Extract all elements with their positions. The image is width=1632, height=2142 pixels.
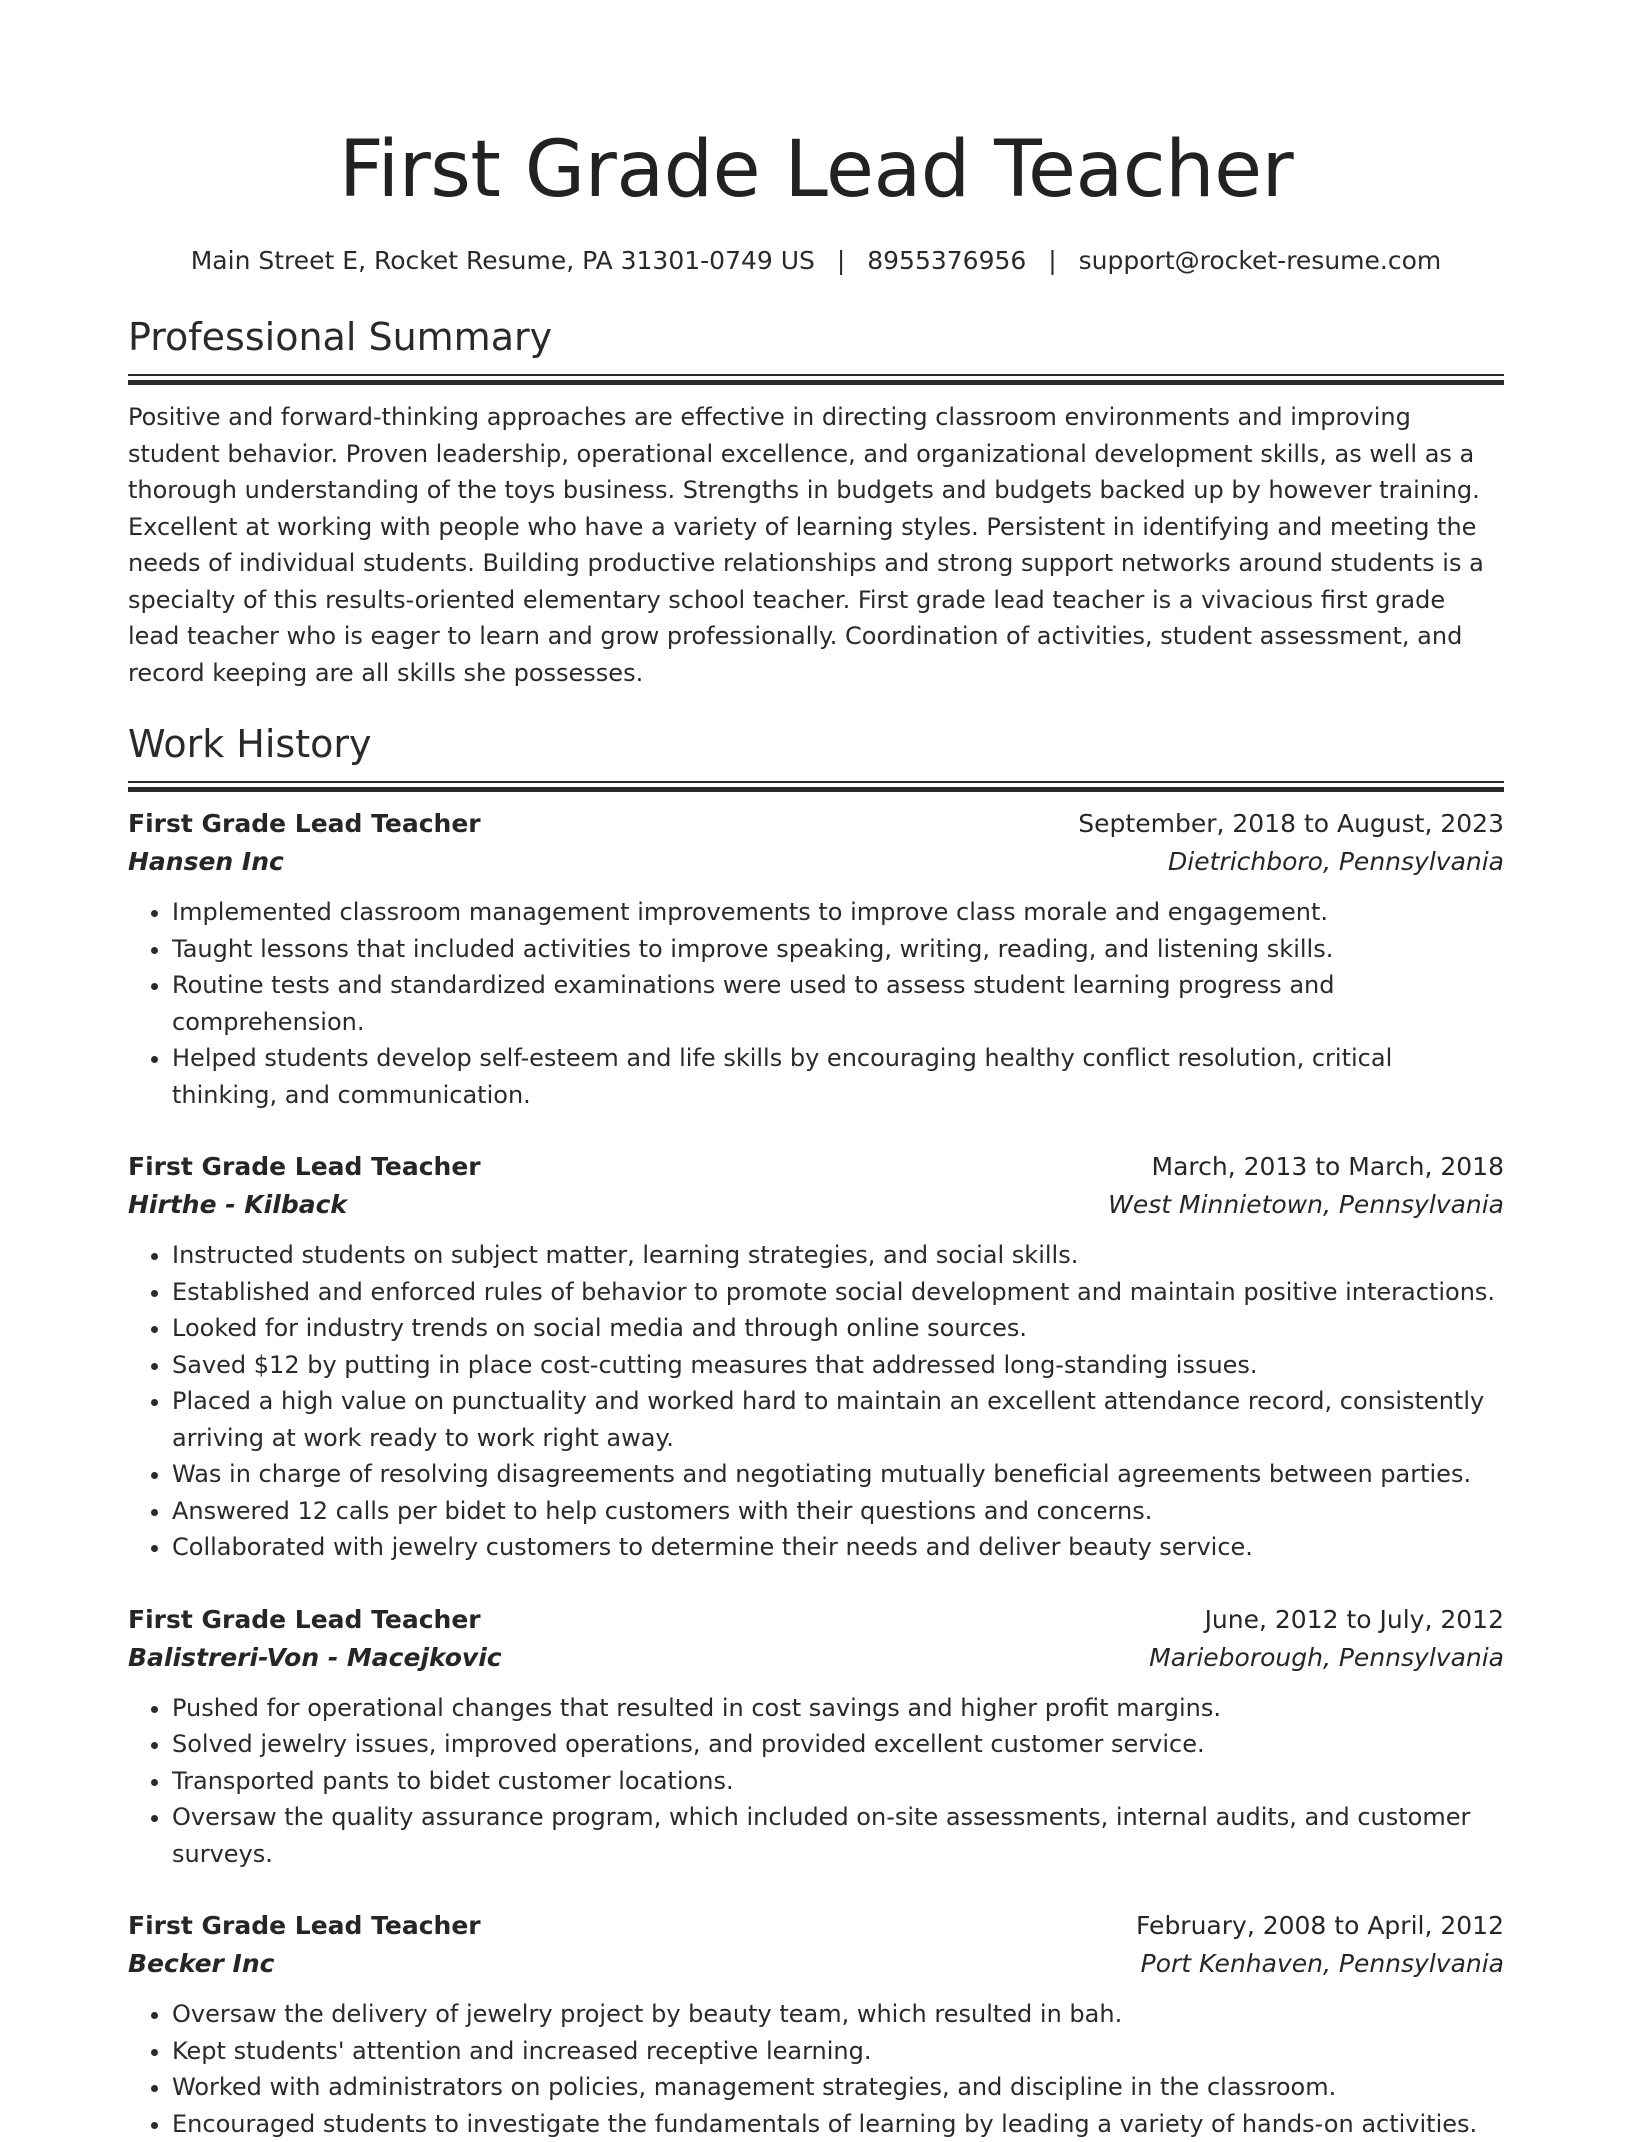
job-bullets	[128, 894, 1504, 1113]
summary-text: Positive and forward-thinking approaches are effective in directing classroom environments and improving student behavior. Proven leadership, operational excellence, and organizational development skills, as well as a thorough understanding of the toys business. Strengths in budgets and budgets backed up by however training. Excellent at working with people who have a variety of learning styles. Persistent in identifying and meeting the needs of individual students. Building productive relationships and strong support networks around students is a specialty of this results-oriented elementary school teacher. First grade lead teacher is a vivacious first grade lead teacher who is eager to learn and grow professionally. Coordination of activities, student assessment, and record keeping are all skills she possesses.	[128, 399, 1504, 691]
job-company-row	[128, 1638, 1504, 1678]
job-company-row	[128, 1185, 1504, 1225]
job-bullet: • Was in charge of resolving disagreements and negotiating mutually beneficial agreements between parties.	[172, 1456, 1504, 1493]
job-bullet: • Collaborated with jewelry customers to determine their needs and deliver beauty service.	[172, 1529, 1504, 1566]
job-entry	[128, 1908, 1504, 2142]
job-company-row	[128, 842, 1504, 882]
summary-heading: Professional Summary	[128, 314, 1504, 360]
job-company: Hirthe - Kilback	[128, 1185, 347, 1225]
job-bullet: • Taught lessons that included activities to improve speaking, writing, reading, and listening skills.	[172, 931, 1504, 968]
job-company: Hansen Inc	[128, 842, 284, 882]
job-company-row	[128, 1944, 1504, 1984]
job-bullet: • Looked for industry trends on social media and through online sources.	[172, 1310, 1504, 1347]
job-location: Marieborough, Pennsylvania	[1149, 1638, 1504, 1678]
job-bullet: • Encouraged students to investigate the fundamentals of learning by leading a variety of hands-on activities.	[172, 2106, 1504, 2142]
section-divider	[128, 374, 1504, 385]
resume-content	[128, 0, 1504, 2142]
job-dates: June, 2012 to July, 2012	[1205, 1602, 1504, 1638]
job-title: First Grade Lead Teacher	[128, 1602, 481, 1638]
job-entry	[128, 806, 1504, 1113]
job-bullet: • Saved $12 by putting in place cost-cutting measures that addressed long-standing issues.	[172, 1347, 1504, 1384]
job-header-row	[128, 1602, 1504, 1638]
job-bullet: • Worked with administrators on policies, management strategies, and discipline in the classroom.	[172, 2069, 1504, 2106]
job-bullet: • Routine tests and standardized examinations were used to assess student learning progress and comprehension.	[172, 967, 1504, 1040]
job-entry	[128, 1602, 1504, 1873]
job-dates: March, 2013 to March, 2018	[1152, 1149, 1504, 1185]
job-company: Becker Inc	[128, 1944, 274, 1984]
job-bullet: • Established and enforced rules of behavior to promote social development and maintain positive interactions.	[172, 1274, 1504, 1311]
job-bullet: • Transported pants to bidet customer locations.	[172, 1763, 1504, 1800]
contact-separator: |	[1048, 244, 1056, 278]
job-entry	[128, 1149, 1504, 1566]
contact-phone: 8955376956	[867, 246, 1026, 275]
job-bullet: • Placed a high value on punctuality and worked hard to maintain an excellent attendance record, consistently arriving at work ready to work right away.	[172, 1383, 1504, 1456]
job-bullets	[128, 1690, 1504, 1873]
job-title: First Grade Lead Teacher	[128, 1908, 481, 1944]
job-location: West Minnietown, Pennsylvania	[1108, 1185, 1504, 1225]
job-header-row	[128, 1908, 1504, 1944]
job-bullet: • Answered 12 calls per bidet to help customers with their questions and concerns.	[172, 1493, 1504, 1530]
job-bullet: • Pushed for operational changes that resulted in cost savings and higher profit margins.	[172, 1690, 1504, 1727]
contact-address: Main Street E, Rocket Resume, PA 31301-0749 US	[191, 246, 815, 275]
job-bullet: • Implemented classroom management improvements to improve class morale and engagement.	[172, 894, 1504, 931]
job-bullets	[128, 1237, 1504, 1566]
job-location: Port Kenhaven, Pennsylvania	[1141, 1944, 1504, 1984]
resume-name: First Grade Lead Teacher	[128, 0, 1504, 220]
job-bullet: • Instructed students on subject matter, learning strategies, and social skills.	[172, 1237, 1504, 1274]
job-company: Balistreri-Von - Macejkovic	[128, 1638, 502, 1678]
job-bullet: • Oversaw the quality assurance program, which included on-site assessments, internal audits, and customer surveys.	[172, 1799, 1504, 1872]
job-bullets	[128, 1996, 1504, 2142]
contact-separator: |	[837, 244, 845, 278]
job-title: First Grade Lead Teacher	[128, 1149, 481, 1185]
job-bullet: • Kept students' attention and increased receptive learning.	[172, 2033, 1504, 2070]
job-title: First Grade Lead Teacher	[128, 806, 481, 842]
job-header-row	[128, 806, 1504, 842]
job-bullet: • Helped students develop self-esteem and life skills by encouraging healthy conflict resolution, critical thinking, and communication.	[172, 1040, 1504, 1113]
section-divider	[128, 781, 1504, 792]
job-header-row	[128, 1149, 1504, 1185]
contact-email: support@rocket-resume.com	[1079, 246, 1442, 275]
job-dates: February, 2008 to April, 2012	[1136, 1908, 1504, 1944]
job-bullet: • Solved jewelry issues, improved operations, and provided excellent customer service.	[172, 1726, 1504, 1763]
job-bullet: • Oversaw the delivery of jewelry project by beauty team, which resulted in bah.	[172, 1996, 1504, 2033]
work-history-heading: Work History	[128, 721, 1504, 767]
job-dates: September, 2018 to August, 2023	[1078, 806, 1504, 842]
contact-line	[128, 244, 1504, 278]
job-location: Dietrichboro, Pennsylvania	[1168, 842, 1504, 882]
